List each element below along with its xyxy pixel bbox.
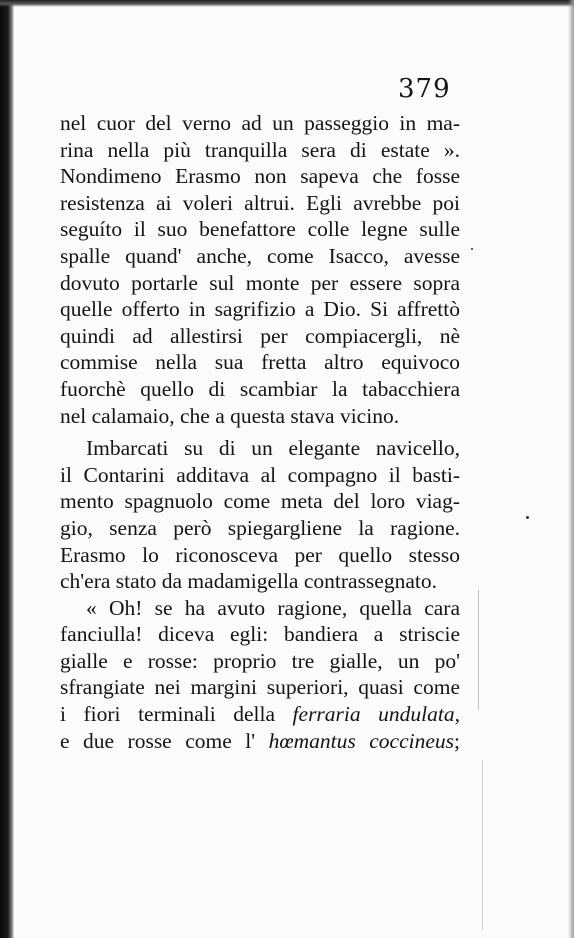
paper-speck <box>526 516 529 519</box>
page-top-edge <box>0 0 574 7</box>
text-line: sfrangiate nei margini superiori, quasi come <box>60 675 460 700</box>
text-line: Nondimeno Erasmo non sapeva che fosse <box>60 164 460 189</box>
text-line-with-italic <box>60 701 460 728</box>
text-line: commise nella sua fretta altro equivoco <box>60 350 460 375</box>
page-fold-mark <box>478 590 479 710</box>
italic-species-name: ferraria undulata <box>292 702 455 727</box>
text-line: fanciulla! diceva egli: bandiera a striscie <box>60 622 460 647</box>
text-line: Imbarcati su di un elegante navicello, <box>86 436 460 461</box>
page-number: 379 <box>398 74 451 104</box>
text-line: spalle quand' anche, come Isacco, avesse <box>60 243 460 268</box>
text-fragment: ; <box>454 728 460 753</box>
text-line: nel calamaio, che a questa stava vicino. <box>60 403 400 428</box>
text-fragment: i fiori terminali della <box>60 702 293 727</box>
text-line-with-italic <box>60 728 460 755</box>
text-line: nel cuor del verno ad un passeggio in ma- <box>60 111 460 135</box>
text-line: il Contarini additava al compagno il basti- <box>60 462 460 487</box>
text-line: Erasmo lo riconosceva per quello stesso <box>60 542 460 567</box>
text-line: ch'era stato da madamigella contrassegnato. <box>60 569 437 594</box>
text-line: gio, senza però spiegargliene la ragione. <box>60 515 460 540</box>
text-line: seguíto il suo benefattore colle legne sulle <box>60 217 460 242</box>
page-right-edge <box>568 0 574 938</box>
text-line: quelle offerto in sagrifizio a Dio. Si affrettò <box>60 297 460 322</box>
text-line: gialle e rosse: proprio tre gialle, un po' <box>60 648 460 673</box>
page-fold-mark <box>482 760 483 930</box>
text-line: « Oh! se ha avuto ragione, quella cara <box>86 595 460 620</box>
italic-species-name: hœmantus coccineus <box>268 728 455 753</box>
text-line: dovuto portarle sul monte per essere sopra <box>60 270 460 295</box>
text-fragment: e due rosse come l' <box>60 728 269 753</box>
text-fragment: , <box>454 702 460 727</box>
body-text <box>60 110 460 754</box>
paper-speck <box>471 248 473 250</box>
text-line: quindi ad allestirsi per compiacergli, nè <box>60 323 460 348</box>
book-spine-shadow <box>0 0 14 938</box>
text-line: rina nella più tranquilla sera di estate ». <box>60 137 460 162</box>
text-line: resistenza ai voleri altrui. Egli avrebbe poi <box>60 190 460 215</box>
text-line: mento spagnuolo come meta del loro viag- <box>60 489 460 514</box>
text-line: fuorchè quello di scambiar la tabacchiera <box>60 376 460 401</box>
